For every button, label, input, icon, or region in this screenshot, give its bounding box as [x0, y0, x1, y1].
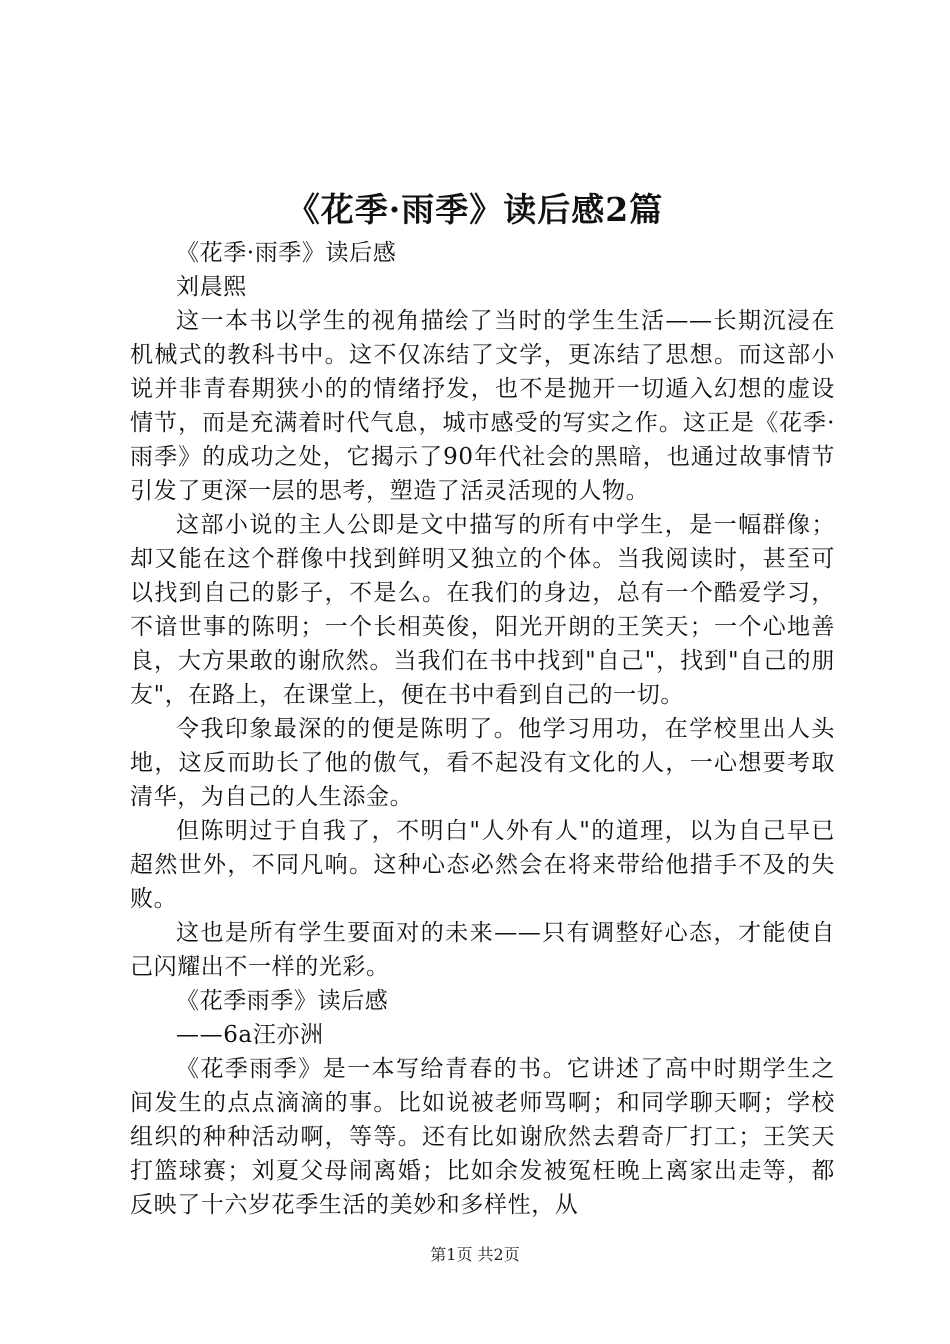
essay-1-title: 《花季·雨季》读后感 — [176, 240, 397, 266]
essay-1-paragraph-1: 这一本书以学生的视角描绘了当时的学生生活——长期沉浸在机械式的教科书中。这不仅冻结了文学，更冻结了思想。而这部小说并非青春期狭小的的情绪抒发，也不是抛开一切遁入幻想的虚设情节，而是充满着时代气息，城市感受的写实之作。这正是《花季·雨季》的成功之处，它揭示了90年代社会的黑暗，也通过故事情节引发了更深一层的思考，塑造了活灵活现的人物。 — [130, 308, 835, 504]
essay-1-paragraph-2: 这部小说的主人公即是文中描写的所有中学生，是一幅群像；却又能在这个群像中找到鲜明又独立的个体。当我阅读时，甚至可以找到自己的影子，不是么。在我们的身边，总有一个酷爱学习，不谙世事的陈明；一个长相英俊，阳光开朗的王笑天；一个心地善良，大方果敢的谢欣然。当我们在书中找到"自己"，找到"自己的朋友"，在路上，在课堂上，便在书中看到自己的一切。 — [130, 512, 835, 708]
essay-2-title: 《花季雨季》读后感 — [176, 988, 389, 1014]
document-title: 《花季·雨季》读后感2篇 — [286, 190, 664, 229]
essay-1-author: 刘晨熙 — [176, 274, 247, 300]
document-body — [130, 236, 835, 1222]
page-number-footer: 第1页 共2页 — [430, 1245, 520, 1264]
essay-1-paragraph-4: 但陈明过于自我了，不明白"人外有人"的道理，以为自己早已超然世外，不同凡响。这种心态必然会在将来带给他措手不及的失败。 — [130, 818, 835, 912]
essay-1-paragraph-3: 令我印象最深的的便是陈明了。他学习用功，在学校里出人头地，这反而助长了他的傲气，看不起没有文化的人，一心想要考取清华，为自己的人生添金。 — [130, 716, 835, 810]
essay-2-author: ——6a汪亦洲 — [176, 1022, 324, 1048]
essay-2-paragraph-1: 《花季雨季》是一本写给青春的书。它讲述了高中时期学生之间发生的点点滴滴的事。比如说被老师骂啊；和同学聊天啊；学校组织的种种活动啊，等等。还有比如谢欣然去碧奇厂打工；王笑天打篮球赛；刘夏父母闹离婚；比如余发被冤枉晚上离家出走等，都反映了十六岁花季生活的美妙和多样性，从 — [130, 1056, 835, 1218]
essay-1-paragraph-5: 这也是所有学生要面对的未来——只有调整好心态，才能使自己闪耀出不一样的光彩。 — [130, 920, 835, 980]
